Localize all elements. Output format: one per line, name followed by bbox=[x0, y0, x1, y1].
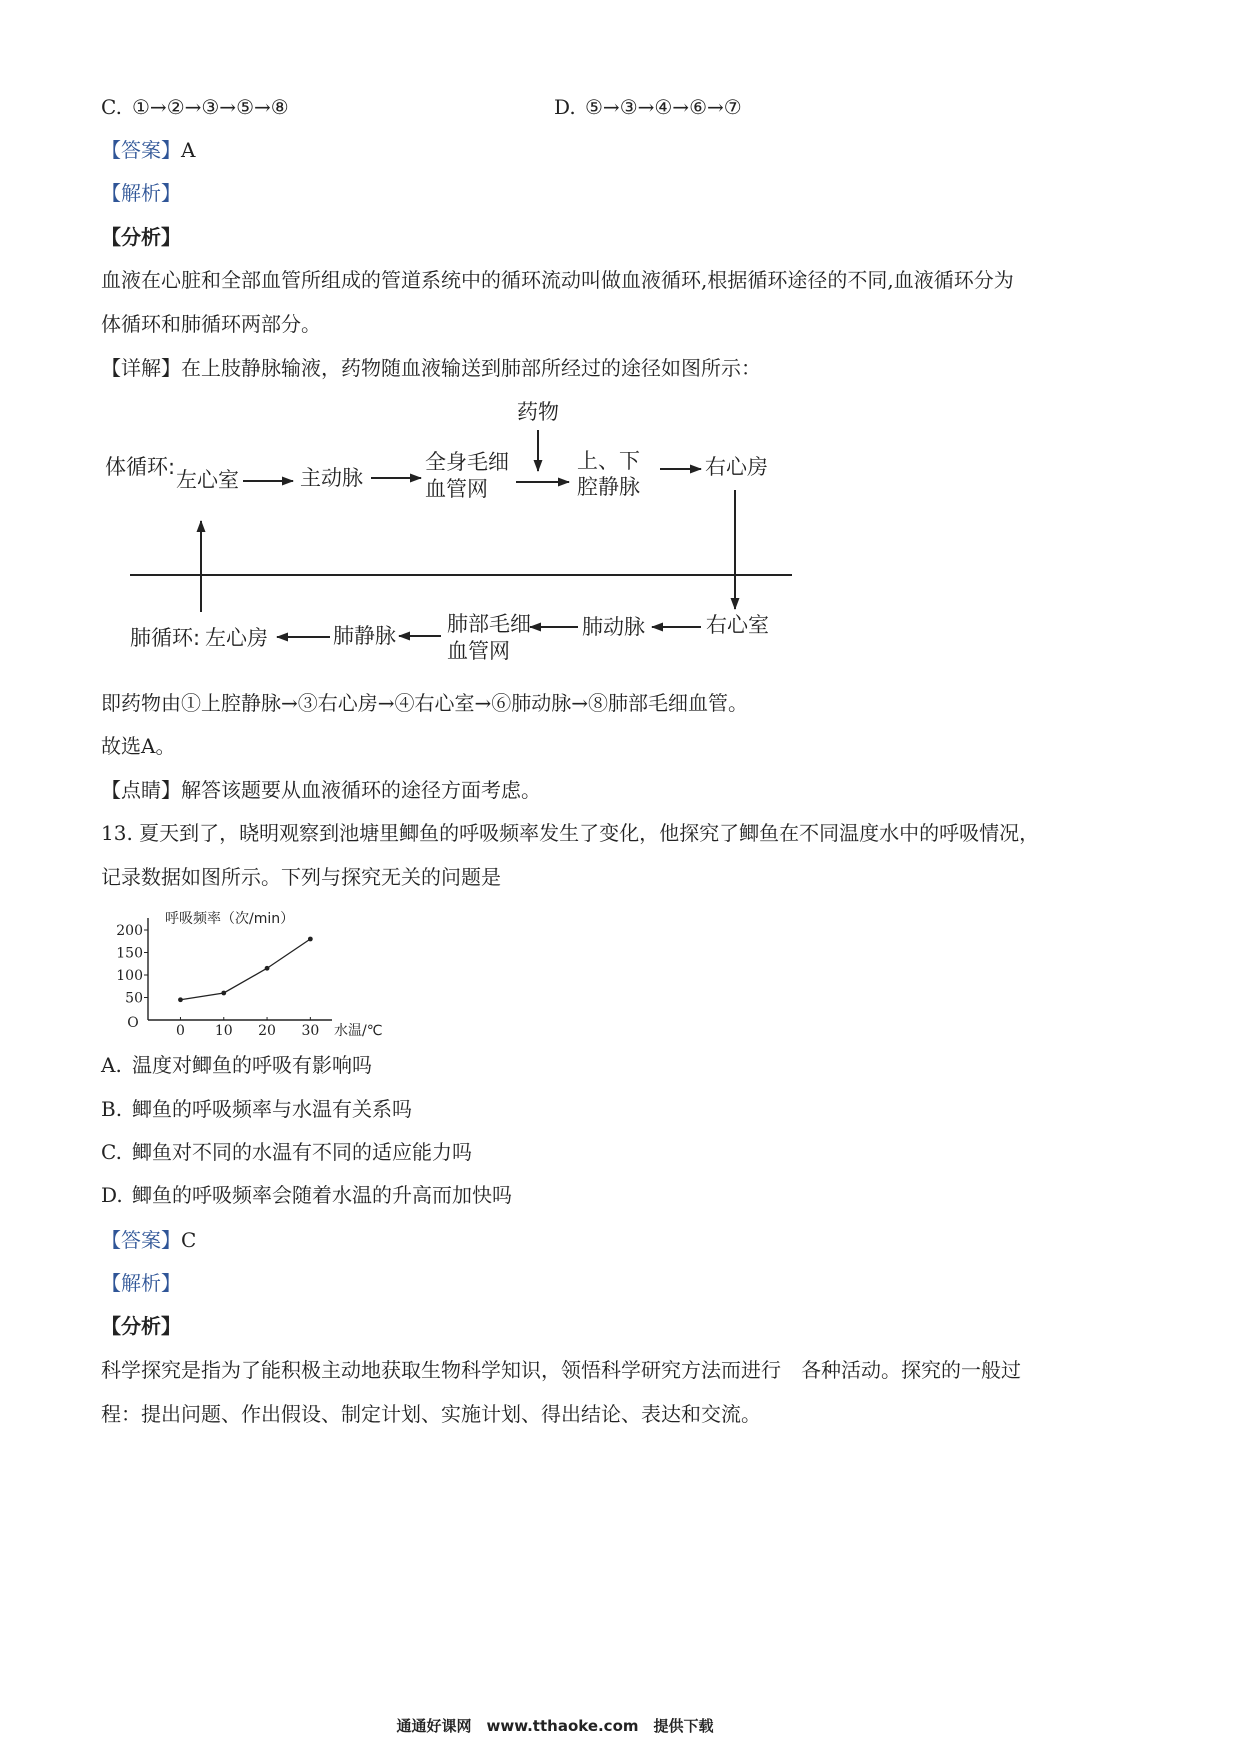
data-point-2 bbox=[221, 991, 226, 996]
option-text: 温度对鲫鱼的呼吸有影响吗 bbox=[132, 1053, 372, 1077]
diagram-systemic-circulation-label: 体循环: bbox=[105, 455, 176, 479]
diagram-pulmonary-artery: 肺动脉 bbox=[582, 615, 645, 639]
tip-tag: 【点睛】 bbox=[101, 778, 181, 802]
x-tick-label-0: 0 bbox=[176, 1023, 185, 1039]
y-tick-label-150: 150 bbox=[116, 945, 143, 962]
q13-option-b bbox=[101, 1098, 412, 1120]
q13-option-d bbox=[101, 1184, 512, 1206]
y-tick-label-50: 50 bbox=[125, 990, 143, 1007]
tip-text: 解答该题要从血液循环的途径方面考虑。 bbox=[181, 778, 541, 802]
q13-option-c bbox=[101, 1141, 472, 1163]
q13-option-a bbox=[101, 1054, 372, 1076]
chart-plot-area bbox=[100, 905, 400, 1040]
q12-analysis-line-2: 体循环和肺循环两部分。 bbox=[101, 312, 321, 336]
diagram-right-atrium: 右心房 bbox=[705, 455, 768, 479]
q12-analysis-heading: 【分析】 bbox=[101, 225, 181, 249]
q13-question-line-2: 记录数据如图所示。下列与探究无关的问题是 bbox=[101, 865, 501, 889]
diagram-left-atrium: 左心房 bbox=[205, 626, 268, 650]
option-letter: D. bbox=[554, 95, 576, 119]
x-tick-label-20: 20 bbox=[258, 1023, 276, 1039]
diagram-vena-cava-line-2: 腔静脉 bbox=[577, 475, 640, 499]
y-tick-label-200: 200 bbox=[116, 923, 143, 939]
detail-tag: 【详解】 bbox=[101, 356, 181, 380]
series-line-1 bbox=[180, 939, 310, 1000]
x-axis-label: 水温/℃ bbox=[334, 1023, 383, 1039]
option-letter: C. bbox=[101, 1140, 122, 1164]
page-footer: 通通好课网 www.tthaoke.com 提供下载 bbox=[396, 1717, 714, 1735]
q13-analysis-line-1: 科学探究是指为了能积极主动地获取生物科学知识，领悟科学研究方法而进行 各种活动。探究的一般过 bbox=[101, 1358, 1021, 1382]
q13-explanation-heading: 【解析】 bbox=[101, 1271, 181, 1295]
diagram-body-capillary-line-1: 全身毛细 bbox=[425, 450, 509, 474]
prev-question-option-d bbox=[554, 96, 742, 118]
data-point-4 bbox=[308, 937, 313, 942]
option-letter: D. bbox=[101, 1183, 123, 1207]
diagram-pulmonary-vein: 肺静脉 bbox=[333, 624, 396, 648]
diagram-lung-capillary-line-2: 血管网 bbox=[447, 639, 510, 663]
x-tick-label-30: 30 bbox=[301, 1023, 320, 1039]
y-tick-label-100: 100 bbox=[116, 968, 143, 984]
q12-path-summary: 即药物由①上腔静脉→③右心房→④右心室→⑥肺动脉→⑧肺部毛细血管。 bbox=[101, 691, 749, 715]
diagram-aorta: 主动脉 bbox=[300, 466, 363, 490]
option-text: ⑤→③→④→⑥→⑦ bbox=[585, 95, 742, 119]
option-letter: B. bbox=[101, 1097, 123, 1121]
q12-conclusion: 故选A。 bbox=[101, 734, 176, 758]
x-tick-label-10: 10 bbox=[214, 1023, 233, 1039]
diagram-pulmonary-circulation-label: 肺循环: bbox=[130, 626, 201, 650]
origin-label: O bbox=[127, 1015, 139, 1031]
diagram-body-capillary-line-2: 血管网 bbox=[425, 477, 488, 501]
answer-value: C bbox=[181, 1228, 197, 1252]
option-letter: C. bbox=[101, 95, 122, 119]
diagram-drug-label: 药物 bbox=[517, 400, 559, 424]
q12-answer-line bbox=[101, 139, 195, 161]
detail-text: 在上肢静脉输液，药物随血液输送到肺部所经过的途径如图所示： bbox=[181, 356, 761, 380]
q13-analysis-heading: 【分析】 bbox=[101, 1314, 181, 1338]
respiration-rate-chart bbox=[100, 905, 400, 1040]
diagram-right-ventricle: 右心室 bbox=[706, 613, 769, 637]
q13-answer-line bbox=[101, 1229, 196, 1251]
option-text: 鲫鱼的呼吸频率与水温有关系吗 bbox=[132, 1097, 412, 1121]
y-axis-label: 呼吸频率（次/min） bbox=[165, 911, 295, 927]
answer-value: A bbox=[181, 138, 196, 162]
q12-explanation-heading: 【解析】 bbox=[101, 181, 181, 205]
answer-tag: 【答案】 bbox=[101, 138, 181, 162]
option-text: 鲫鱼的呼吸频率会随着水温的升高而加快吗 bbox=[132, 1183, 512, 1207]
q13-analysis-line-2: 程：提出问题、作出假设、制定计划、实施计划、得出结论、表达和交流。 bbox=[101, 1402, 761, 1426]
diagram-lung-capillary-line-1: 肺部毛细 bbox=[447, 612, 531, 636]
q12-analysis-line-1: 血液在心脏和全部血管所组成的管道系统中的循环流动叫做血液循环,根据循环途径的不同,血液循环分为 bbox=[101, 268, 1014, 292]
option-text: ①→②→③→⑤→⑧ bbox=[132, 95, 289, 119]
option-letter: A. bbox=[101, 1053, 122, 1077]
data-point-3 bbox=[265, 966, 270, 971]
q13-question-line-1: 13. 夏天到了，晓明观察到池塘里鲫鱼的呼吸频率发生了变化，他探究了鲫鱼在不同温度水中的呼吸情况， bbox=[101, 821, 1040, 845]
q12-detail-line bbox=[101, 357, 761, 379]
diagram-left-ventricle: 左心室 bbox=[176, 468, 239, 492]
prev-question-option-c bbox=[101, 96, 289, 118]
diagram-vena-cava-line-1: 上、下 bbox=[577, 449, 640, 473]
data-point-1 bbox=[178, 997, 183, 1002]
option-text: 鲫鱼对不同的水温有不同的适应能力吗 bbox=[132, 1140, 472, 1164]
answer-tag: 【答案】 bbox=[101, 1228, 181, 1252]
q12-tip-line bbox=[101, 779, 541, 801]
